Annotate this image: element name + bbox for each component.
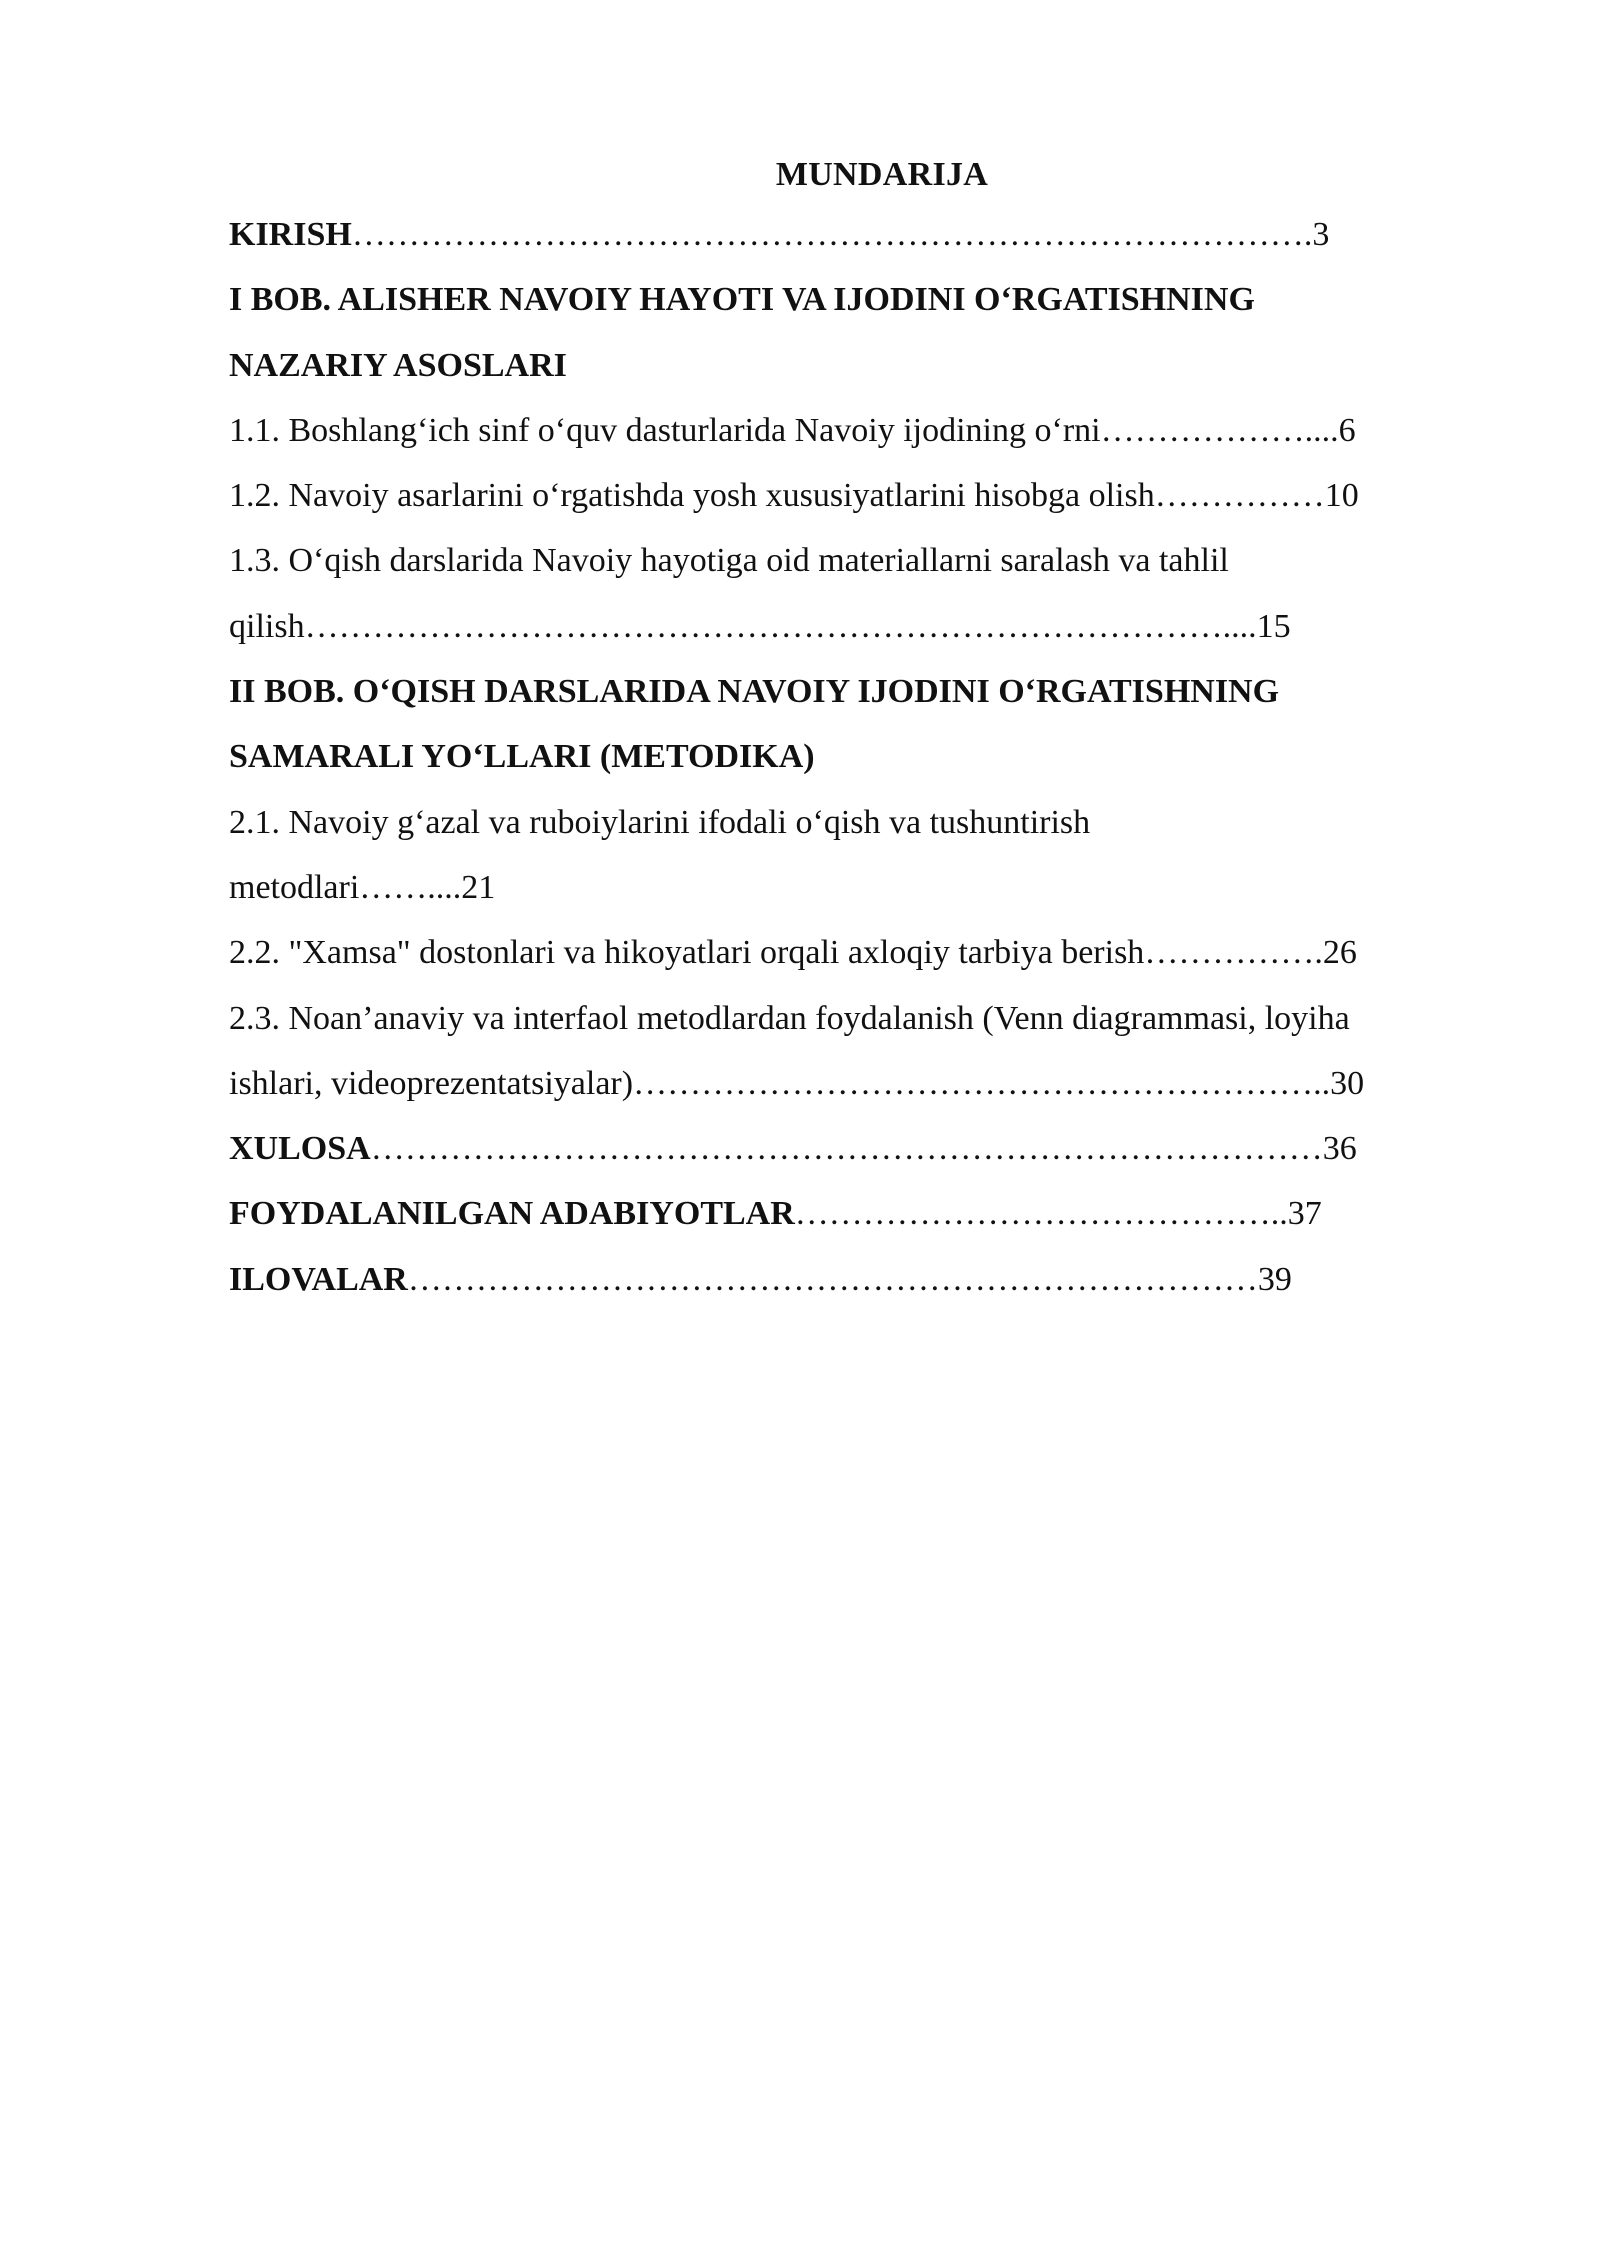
toc-leader-dots: …………………………………………………………………………. bbox=[351, 216, 1313, 253]
toc-entry-label: NAZARIY ASOSLARI bbox=[229, 346, 567, 384]
toc-chapter-1-heading bbox=[229, 267, 1491, 332]
toc-entry-label: II BOB. O‘QISH DARSLARIDA NAVOIY IJODINI O‘RGATISHNING bbox=[229, 673, 1280, 711]
toc-page-number: 21 bbox=[461, 868, 496, 906]
toc-entry-1-1 bbox=[229, 398, 1491, 463]
toc-entry-label: KIRISH bbox=[229, 216, 352, 253]
toc-entry-label: metodlari bbox=[229, 868, 360, 906]
toc-entry-1-3 bbox=[229, 528, 1491, 593]
toc-leader-dots: …………………………………….. bbox=[794, 1195, 1288, 1233]
toc-title: MUNDARIJA bbox=[775, 156, 989, 193]
toc-entry-kirish bbox=[229, 202, 1491, 267]
toc-entry-label: 2.3. Noan’anaviy va interfaol metodlardan foydalanish (Venn diagrammasi, loyiha bbox=[229, 999, 1350, 1037]
toc-leader-dots: ……………….... bbox=[1100, 411, 1339, 449]
toc-entry-label: ishlari, videoprezentatsiyalar) bbox=[229, 1064, 634, 1102]
toc-entry-label: 1.1. Boshlang‘ich sinf o‘quv dasturlarida Navoiy ijodining o‘rni bbox=[229, 411, 1101, 449]
table-of-contents bbox=[229, 148, 1491, 1312]
toc-entry-2-3 bbox=[229, 986, 1491, 1051]
toc-leader-dots: ………………………………………………………………………… bbox=[370, 1130, 1323, 1168]
toc-entry-label: SAMARALI YO‘LLARI (METODIKA) bbox=[229, 738, 815, 776]
toc-entry-2-2 bbox=[229, 920, 1491, 985]
toc-leader-dots: ……………. bbox=[1144, 934, 1323, 972]
toc-leader-dots: ……………………………………………………………………….... bbox=[304, 607, 1257, 645]
toc-entry-2-1 bbox=[229, 790, 1491, 855]
toc-page-number: 6 bbox=[1338, 411, 1356, 449]
toc-page-number: 10 bbox=[1324, 477, 1359, 515]
toc-entry-label: 2.1. Navoiy g‘azal va ruboiylarini ifodali o‘qish va tushuntirish bbox=[229, 803, 1091, 841]
toc-entry-2-1-cont bbox=[229, 855, 1491, 920]
toc-entry-label: 1.2. Navoiy asarlarini o‘rgatishda yosh xususiyatlarini hisobga olish bbox=[229, 477, 1155, 515]
toc-entry-2-3-cont bbox=[229, 1051, 1491, 1116]
toc-entry-adabiyotlar bbox=[229, 1181, 1491, 1246]
toc-entry-label: qilish bbox=[229, 607, 305, 645]
toc-leader-dots: …….... bbox=[359, 868, 462, 906]
toc-page-number: 15 bbox=[1256, 607, 1291, 645]
toc-entry-ilovalar bbox=[229, 1247, 1491, 1312]
toc-page-number: 30 bbox=[1330, 1064, 1365, 1102]
toc-page-number: 37 bbox=[1287, 1195, 1322, 1233]
toc-entry-label: XULOSA bbox=[229, 1130, 371, 1168]
toc-entry-label: I BOB. ALISHER NAVOIY HAYOTI VA IJODINI O‘RGATISHNING bbox=[229, 281, 1255, 319]
toc-chapter-1-heading-cont bbox=[229, 333, 1491, 398]
toc-entry-label: FOYDALANILGAN ADABIYOTLAR bbox=[229, 1195, 795, 1233]
toc-entry-1-3-cont bbox=[229, 594, 1491, 659]
toc-page-number: 26 bbox=[1322, 934, 1357, 972]
toc-entry-xulosa bbox=[229, 1116, 1491, 1181]
toc-entry-label: 2.2. "Xamsa" dostonlari va hikoyatlari orqali axloqiy tarbiya berish bbox=[229, 934, 1145, 972]
toc-leader-dots: ………………………………………………………………… bbox=[407, 1260, 1258, 1298]
toc-chapter-2-heading bbox=[229, 659, 1491, 724]
toc-leader-dots: …………… bbox=[1154, 477, 1325, 515]
toc-entry-label: 1.3. O‘qish darslarida Navoiy hayotiga oid materiallarni saralash va tahlil bbox=[229, 542, 1229, 580]
toc-chapter-2-heading-cont bbox=[229, 724, 1491, 789]
toc-page-number: 39 bbox=[1257, 1260, 1292, 1298]
toc-entry-1-2 bbox=[229, 463, 1491, 528]
toc-leader-dots: …………………………………………………….. bbox=[633, 1064, 1331, 1102]
toc-entry-label: ILOVALAR bbox=[229, 1260, 408, 1298]
toc-page-number: 3 bbox=[1312, 216, 1330, 253]
toc-page-number: 36 bbox=[1322, 1130, 1357, 1168]
